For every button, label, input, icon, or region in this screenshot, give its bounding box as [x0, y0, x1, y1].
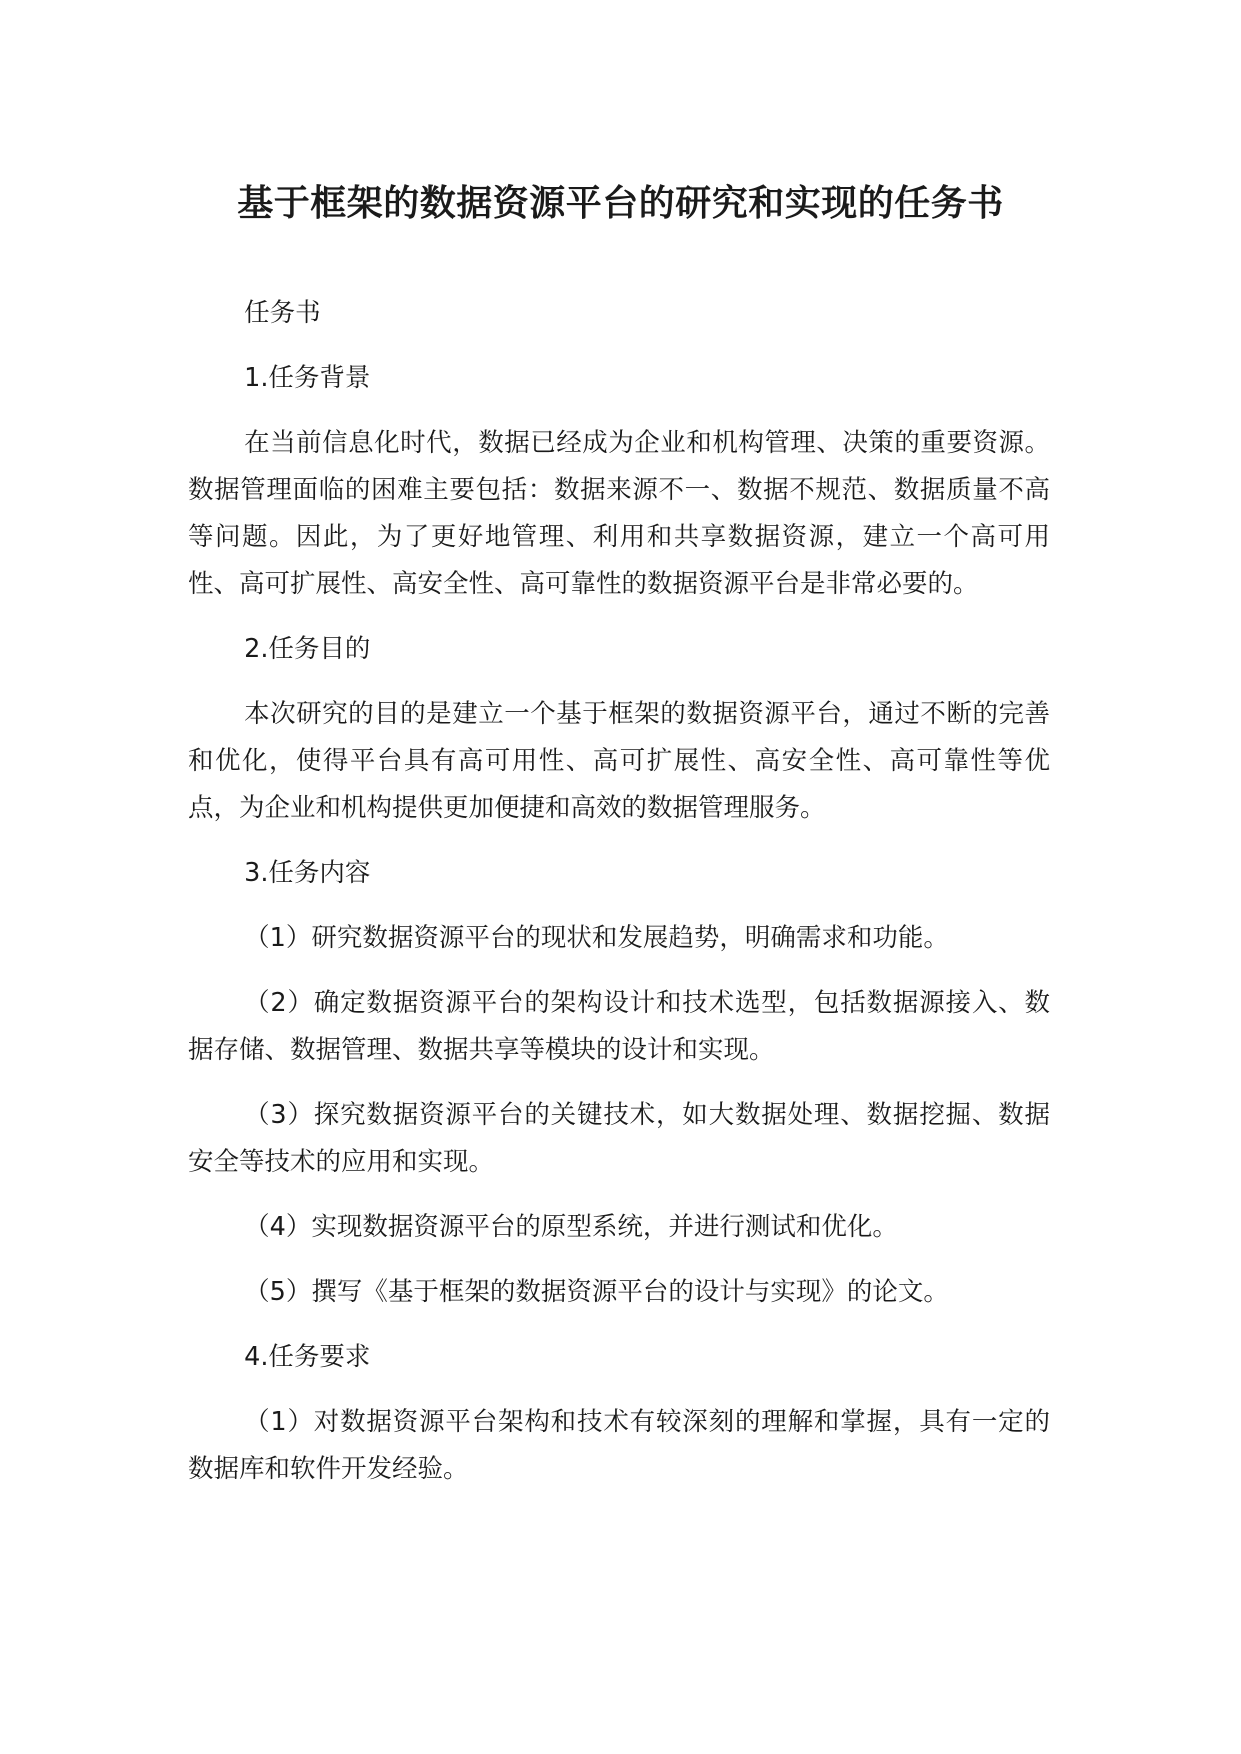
section-label-task-book: 任务书 — [244, 298, 321, 328]
section-heading-purpose: 2.任务目的 — [244, 634, 371, 664]
list-item-content-1: （1）研究数据资源平台的现状和发展趋势，明确需求和功能。 — [244, 923, 949, 953]
list-item-content-4: （4）实现数据资源平台的原型系统，并进行测试和优化。 — [244, 1212, 898, 1242]
document-body — [188, 290, 1050, 1511]
section-heading-content: 3.任务内容 — [244, 858, 371, 888]
list-item-content-3: （3）探究数据资源平台的关键技术，如大数据处理、数据挖掘、数据安全等技术的应用和实现。 — [188, 1100, 1050, 1177]
paragraph-purpose: 本次研究的目的是建立一个基于框架的数据资源平台，通过不断的完善和优化，使得平台具有高可用性、高可扩展性、高安全性、高可靠性等优点，为企业和机构提供更加便捷和高效的数据管理服务。 — [188, 699, 1050, 823]
document-title: 基于框架的数据资源平台的研究和实现的任务书 — [237, 183, 1004, 224]
section-heading-background: 1.任务背景 — [244, 363, 371, 393]
list-item-content-2: （2）确定数据资源平台的架构设计和技术选型，包括数据源接入、数据存储、数据管理、数据共享等模块的设计和实现。 — [188, 988, 1050, 1065]
section-heading-requirements: 4.任务要求 — [244, 1342, 371, 1372]
list-item-requirement-1: （1）对数据资源平台架构和技术有较深刻的理解和掌握，具有一定的数据库和软件开发经验。 — [188, 1407, 1050, 1484]
paragraph-background: 在当前信息化时代，数据已经成为企业和机构管理、决策的重要资源。数据管理面临的困难主要包括：数据来源不一、数据不规范、数据质量不高等问题。因此，为了更好地管理、利用和共享数据资源，建立一个高可用性、高可扩展性、高安全性、高可靠性的数据资源平台是非常必要的。 — [188, 428, 1050, 599]
list-item-content-5: （5）撰写《基于框架的数据资源平台的设计与实现》的论文。 — [244, 1277, 949, 1307]
